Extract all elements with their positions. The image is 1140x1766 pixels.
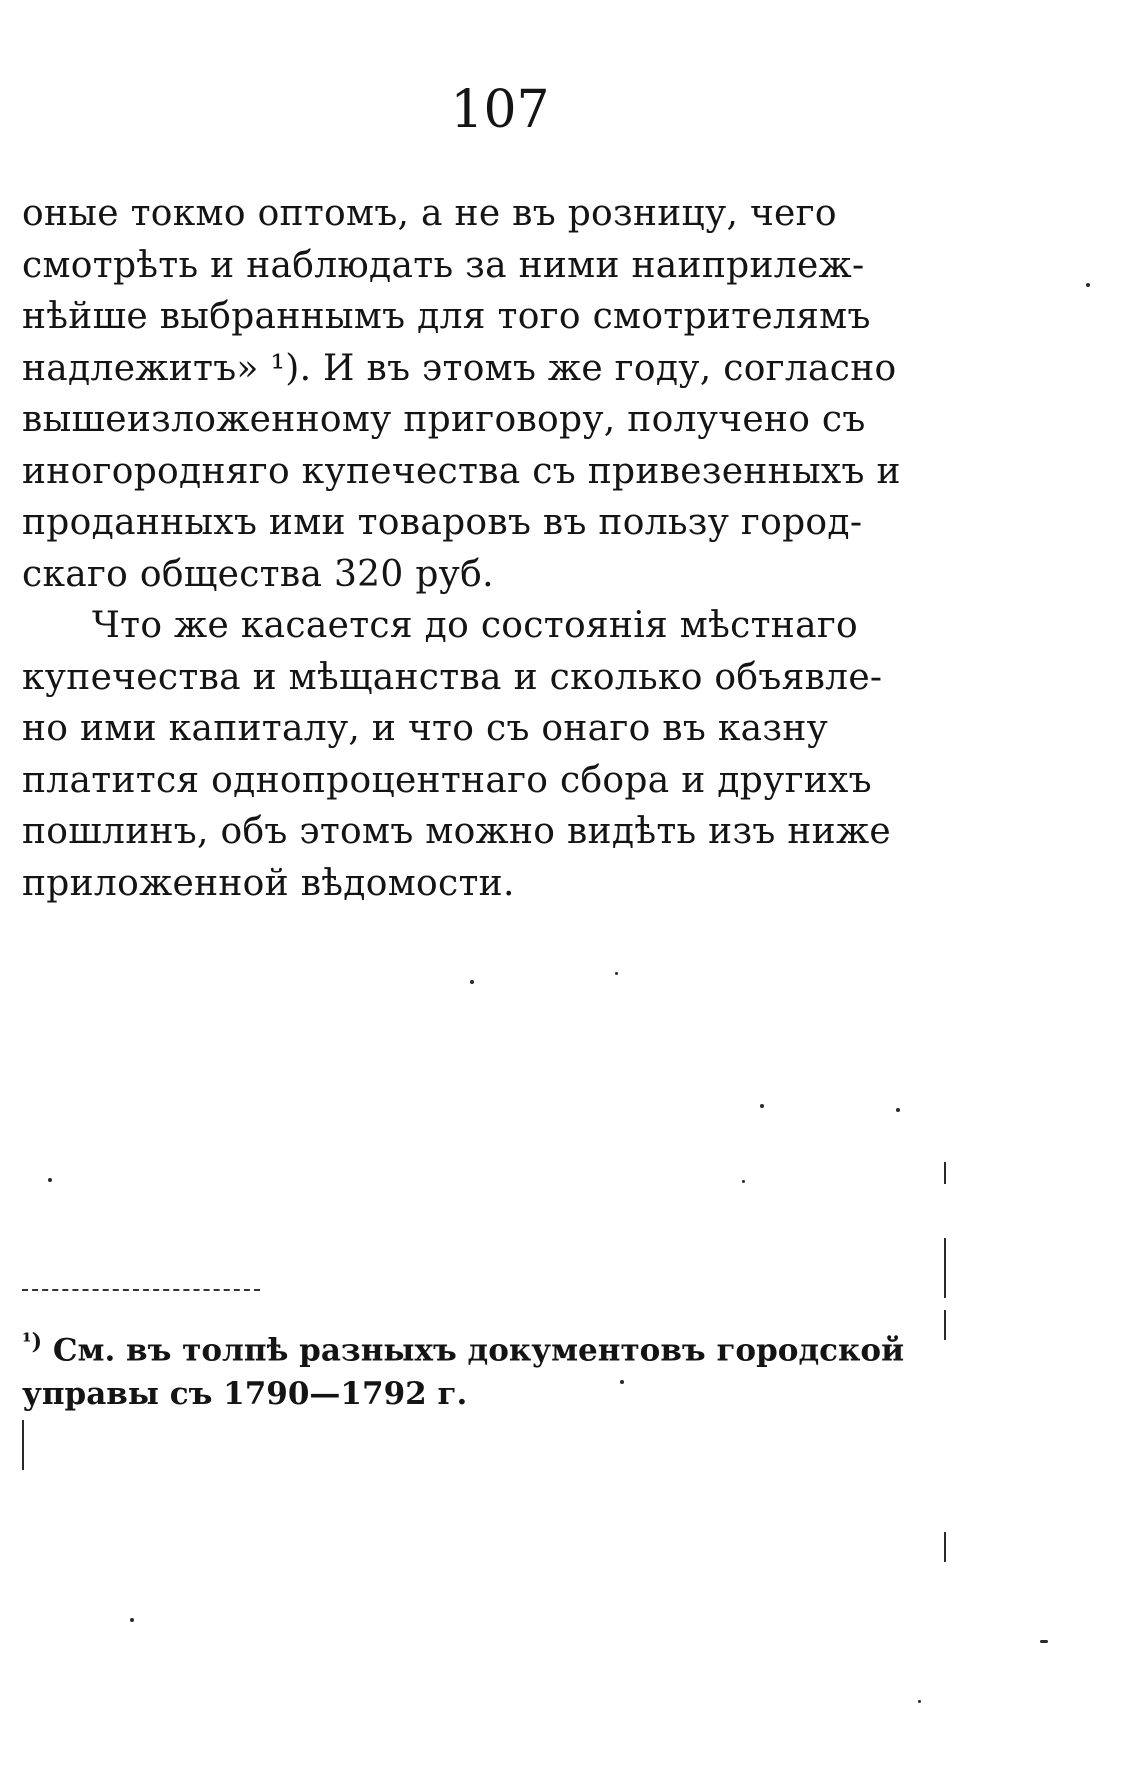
- scan-speck: [896, 1108, 900, 1112]
- text-line: проданныхъ ими товаровъ въ пользу город-: [22, 502, 863, 543]
- text-line: иногородняго купечества съ привезенныхъ и: [22, 450, 901, 492]
- text-line: оные токмо оптомъ, а не въ розницу, чего: [22, 193, 837, 234]
- scan-mark: [944, 1162, 946, 1184]
- scan-speck: [1086, 283, 1090, 287]
- text-line: пошлинъ, объ этомъ можно видѣть изъ ниже: [22, 811, 891, 852]
- scan-speck: [742, 1180, 745, 1183]
- text-line: нѣйше выбраннымъ для того смотрителямъ: [22, 296, 871, 337]
- scan-mark: [944, 1238, 946, 1298]
- scan-speck: [130, 1618, 134, 1622]
- footnote: [22, 1320, 905, 1416]
- footnote-text: См. въ толпѣ разныхъ документовъ городской: [52, 1332, 905, 1369]
- text-line: Что же касается до состоянія мѣстнаго: [92, 605, 858, 646]
- scan-speck: [48, 1178, 52, 1182]
- text-line: смотрѣть и наблюдать за ними наиприлеж-: [22, 244, 865, 286]
- scan-speck: [470, 980, 474, 984]
- scan-mark: [22, 1420, 24, 1470]
- text-line: купечества и мѣщанства и сколько объявле-: [22, 656, 883, 698]
- scan-speck: [918, 1700, 921, 1703]
- text-line: вышеизложенному приговору, получено съ: [22, 399, 866, 440]
- text-line: надлежитъ» ¹). И въ этомъ же году, согласно: [22, 347, 897, 389]
- scan-mark: [944, 1310, 946, 1340]
- footnote-separator: [22, 1289, 260, 1291]
- text-line: приложенной вѣдомости.: [22, 862, 515, 904]
- paragraph-2: [22, 600, 891, 909]
- paragraph-1: [22, 188, 901, 600]
- footnote-line: управы съ 1790—1792 г.: [22, 1376, 468, 1413]
- footnote-marker: ¹): [22, 1329, 43, 1355]
- scan-mark: [944, 1532, 946, 1562]
- scan-speck: [1040, 1640, 1048, 1643]
- text-line: скаго общества 320 руб.: [22, 553, 494, 595]
- body-text: [22, 188, 901, 909]
- scan-speck: [620, 1380, 624, 1384]
- scan-speck: [760, 1104, 764, 1108]
- text-line: платится однопроцентнаго сбора и другихъ: [22, 759, 872, 801]
- page-number: 107: [450, 80, 550, 140]
- scan-speck: [615, 972, 618, 975]
- text-line: но ими капиталу, и что съ онаго въ казну: [22, 708, 829, 749]
- footnote-line: [22, 1320, 905, 1372]
